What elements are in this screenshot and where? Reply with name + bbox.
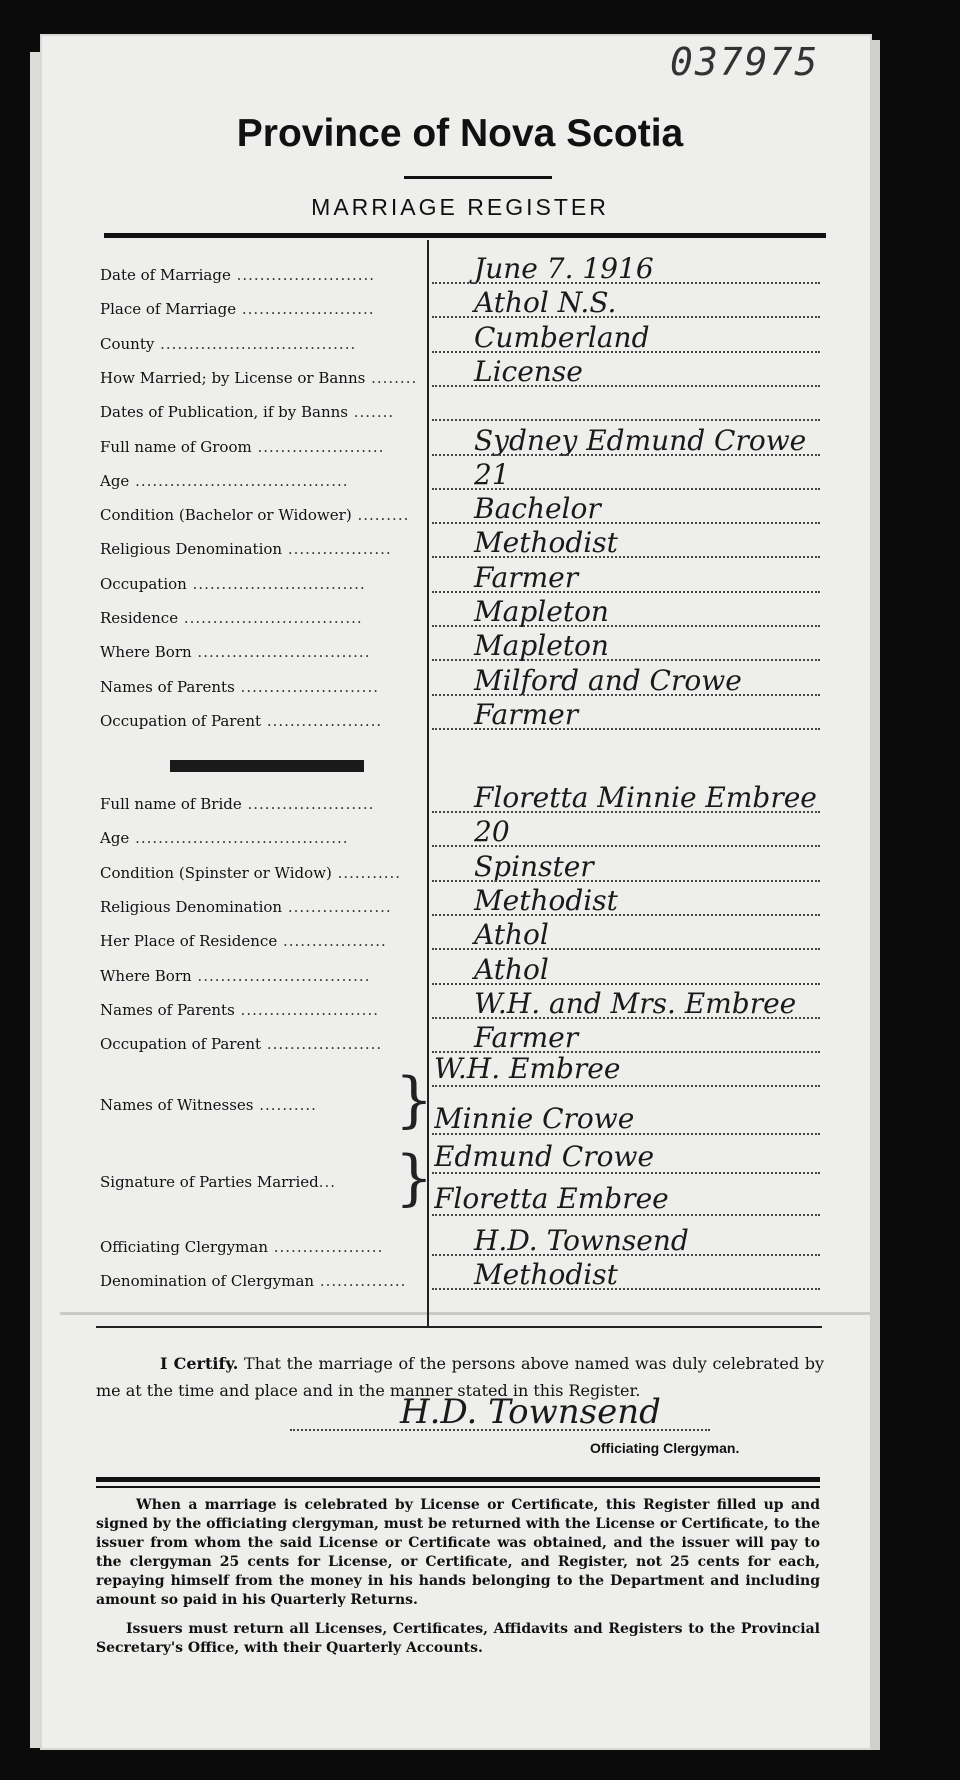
bride-field-label: Age .....................................	[100, 829, 349, 848]
signatures-label: Signature of Parties Married...	[100, 1173, 337, 1191]
field-label-text: Dates of Publication, if by Banns	[100, 403, 348, 422]
field-label-text: Residence	[100, 609, 179, 627]
entry-line	[432, 625, 820, 627]
bride-field-value: Athol	[474, 952, 549, 986]
field-label-text: How Married; by License or Banns	[100, 368, 366, 387]
witnesses-label-text: Names of Witnesses	[100, 1096, 254, 1114]
section-rule	[96, 1326, 822, 1328]
field-label-text: Place of Marriage	[100, 300, 237, 319]
groom-field-label: Age .....................................	[100, 471, 349, 490]
bride-field-value: 20	[474, 815, 510, 849]
entry-line	[432, 728, 820, 730]
groom-field-label: Residence ...............................	[100, 609, 363, 627]
groom-field-label: How Married; by License or Banns ........	[100, 368, 418, 387]
field-label-text: Condition (Spinster or Widow)	[100, 863, 332, 882]
bride-field-label: Names of Parents ........................	[100, 1000, 379, 1019]
field-label-text: Full name of Groom	[100, 437, 252, 456]
field-label-text: Religious Denomination	[100, 897, 283, 916]
field-label-text: Names of Parents	[100, 1000, 235, 1019]
groom-field-label: Religious Denomination ..................	[100, 540, 392, 559]
groom-field-value: Sydney Edmund Crowe	[474, 423, 807, 457]
certify-lead: I Certify.	[160, 1354, 239, 1373]
clergy-field-value: H.D. Townsend	[474, 1224, 689, 1257]
groom-field-label: Full name of Groom ......................	[100, 437, 385, 456]
entry-line	[432, 914, 820, 916]
fold-line	[60, 1312, 870, 1315]
field-label-text: Age	[100, 471, 130, 490]
entry-line	[432, 659, 820, 661]
entry-line	[432, 811, 820, 813]
bride-field-value: Farmer	[474, 1021, 579, 1055]
bride-field-label: Religious Denomination ..................	[100, 897, 392, 916]
groom-field-value: Farmer	[474, 697, 579, 731]
groom-field-label: Occupation of Parent ....................	[100, 711, 383, 730]
footer-rule	[96, 1477, 820, 1482]
field-label-text: County	[100, 334, 155, 353]
field-label-text: Where Born	[100, 643, 192, 662]
certify-text: That the marriage of the persons above named was duly celebrated by me at the time and place and in the manner stated in this Register.	[96, 1354, 824, 1400]
paper-fold-edge	[870, 40, 880, 1750]
signature-groom: Edmund Crowe	[434, 1140, 655, 1173]
bride-field-label: Condition (Spinster or Widow) ...........	[100, 863, 402, 882]
title-rule	[404, 176, 552, 179]
groom-field-value: Methodist	[474, 526, 618, 560]
groom-field-value: Mapleton	[474, 595, 609, 628]
entry-line	[432, 522, 820, 524]
entry-line	[432, 316, 820, 318]
field-label-text: Occupation	[100, 574, 187, 593]
groom-field-label: Date of Marriage ........................	[100, 266, 376, 284]
entry-line	[432, 1288, 820, 1290]
entry-line	[432, 385, 820, 387]
entry-line	[432, 419, 820, 421]
field-label-text: Occupation of Parent	[100, 711, 262, 730]
entry-line	[432, 948, 820, 950]
groom-field-value: Bachelor	[474, 492, 601, 526]
entry-line	[432, 454, 820, 456]
footer-instructions	[96, 1496, 820, 1658]
field-label-text: Date of Marriage	[100, 266, 231, 284]
groom-field-label: Where Born ..............................	[100, 643, 371, 662]
field-label-text: Religious Denomination	[100, 540, 283, 559]
clergy-field-value: Methodist	[474, 1258, 618, 1291]
field-label-text: Occupation of Parent	[100, 1035, 262, 1054]
page-subtitle: MARRIAGE REGISTER	[311, 194, 609, 220]
entry-line	[432, 556, 820, 558]
footer-rule-thin	[96, 1486, 820, 1488]
witness-1: W.H. Embree	[434, 1052, 621, 1085]
bride-field-label: Occupation of Parent ....................	[100, 1035, 383, 1054]
clergyman-signature: H.D. Townsend	[400, 1392, 661, 1432]
bride-field-value: Athol	[474, 918, 549, 952]
groom-field-value: License	[474, 354, 583, 388]
witness-2-line	[432, 1133, 820, 1135]
entry-line	[432, 880, 820, 882]
bride-field-value: Methodist	[474, 883, 618, 917]
field-label-text: Full name of Bride	[100, 795, 242, 813]
groom-field-label: Names of Parents ........................	[100, 677, 379, 696]
signature-caption: Officiating Clergyman.	[590, 1440, 740, 1456]
groom-field-value: Mapleton	[474, 629, 609, 663]
signatures-label-text: Signature of Parties Married	[100, 1173, 319, 1191]
footer-paragraph: When a marriage is celebrated by License or Certificate, this Register filled up and signed by the officiating clergyman, must be returned with the License or Certificate, to the issuer from whom the said License or Certificate was obtained, and the issuer will pay to the clergyman 25 cents for License, or Certificate, and Register, not 25 cents for each, repaying himself from the money in his hands belonging to the Department and including amount so paid in his Quarterly Returns.	[96, 1497, 820, 1608]
entry-line	[432, 845, 820, 847]
groom-field-value: Milford and Crowe	[474, 663, 742, 697]
groom-field-label: Occupation ..............................	[100, 574, 366, 593]
page-title: Province of Nova Scotia	[236, 112, 684, 155]
entry-line	[432, 983, 820, 985]
groom-field-value: Farmer	[474, 560, 579, 594]
section-divider-bar	[170, 760, 364, 772]
clergy-field-label: Officiating Clergyman ...................	[100, 1238, 384, 1256]
groom-field-value: June 7. 1916	[474, 252, 654, 285]
entry-line	[432, 1254, 820, 1256]
clergy-field-label: Denomination of Clergyman ...............	[100, 1272, 407, 1290]
groom-field-label: Condition (Bachelor or Widower) .........	[100, 506, 410, 525]
witness-2: Minnie Crowe	[434, 1102, 635, 1135]
bride-field-value: W.H. and Mrs. Embree	[474, 986, 797, 1020]
header-rule	[104, 233, 826, 238]
bride-field-value: Spinster	[474, 849, 594, 883]
bride-field-label: Her Place of Residence ..................	[100, 932, 387, 951]
entry-line	[432, 1017, 820, 1019]
field-label-text: Denomination of Clergyman	[100, 1272, 315, 1290]
groom-field-value: 21	[474, 457, 510, 491]
signature-line	[290, 1429, 710, 1431]
signature-bride-line	[432, 1214, 820, 1216]
groom-field-label: Dates of Publication, if by Banns .......	[100, 403, 395, 422]
entry-line	[432, 282, 820, 284]
field-label-text: Age	[100, 829, 130, 848]
entry-line	[432, 488, 820, 490]
groom-field-value: Cumberland	[474, 320, 650, 354]
bride-field-label: Full name of Bride ......................	[100, 795, 375, 813]
groom-field-label: County ..................................	[100, 334, 357, 353]
signatures-brace: }	[395, 1143, 434, 1213]
bride-field-value: Floretta Minnie Embree	[474, 781, 817, 814]
field-label-text: Officiating Clergyman	[100, 1238, 268, 1256]
groom-field-label: Place of Marriage .......................	[100, 300, 375, 319]
witness-1-line	[432, 1085, 820, 1087]
witnesses-brace: }	[395, 1065, 434, 1135]
signature-bride: Floretta Embree	[434, 1182, 669, 1215]
entry-line	[432, 351, 820, 353]
register-number: 037975	[670, 40, 820, 84]
field-label-text: Her Place of Residence	[100, 932, 278, 951]
field-label-text: Condition (Bachelor or Widower)	[100, 506, 352, 525]
groom-field-value: Athol N.S.	[474, 286, 617, 320]
entry-line	[432, 591, 820, 593]
field-label-text: Where Born	[100, 966, 192, 985]
signature-groom-line	[432, 1172, 820, 1174]
entry-line	[432, 694, 820, 696]
witnesses-label: Names of Witnesses ..........	[100, 1096, 317, 1114]
bride-field-label: Where Born ..............................	[100, 966, 371, 985]
footer-note: Issuers must return all Licenses, Certificates, Affidavits and Registers to the Provincial Secretary's Office, with their Quarterly Accounts.	[96, 1621, 820, 1656]
field-label-text: Names of Parents	[100, 677, 235, 696]
